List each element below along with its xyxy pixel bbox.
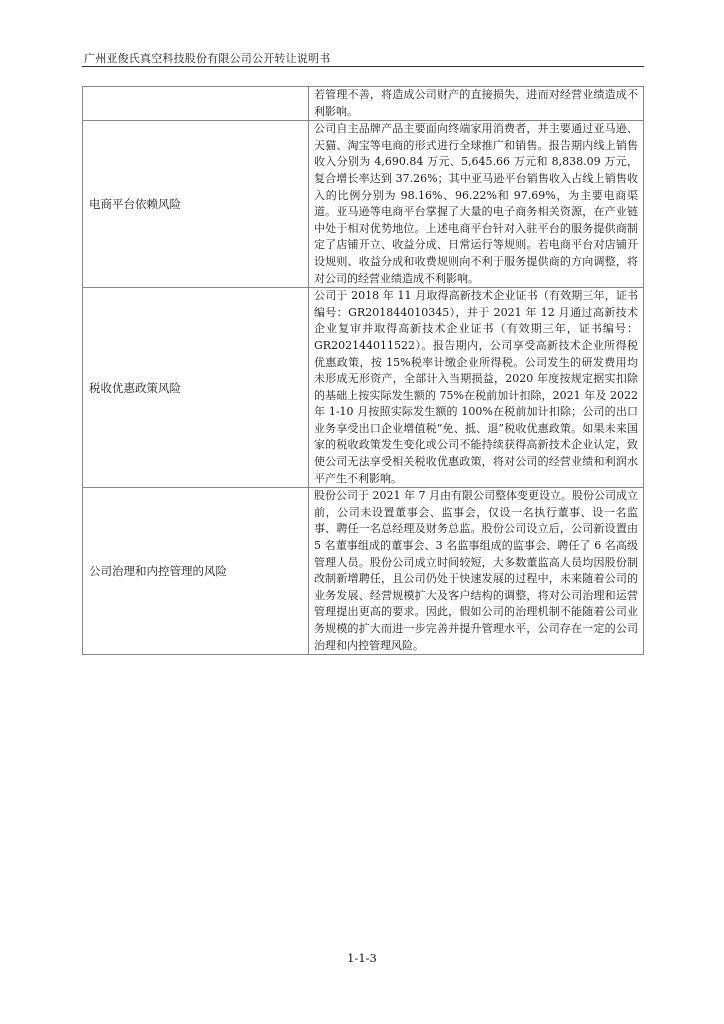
table-row [83, 87, 644, 121]
risk-description: 股份公司于 2021 年 7 月由有限公司整体变更设立。股份公司成立前，公司未设置董事会、监事会，仅设一名执行董事、设一名监事、聘任一名总经理及财务总监。股份公司设立后，公司新设置由 5 名董事组成的董事会、3 名监事组成的监事会、聘任了 6 名高级管理人员。股份公司成立时间较短，大多数董监高人员均因股份制改制新增聘任，且公司仍处于快速发展的过程中，未来随着公司的业务发展、经营规模扩大及客户结构的调整，将对公司治理和运营管理提出更高的要求。因此，假如公司的治理机制不能随着公司业务规模的扩大而进一步完善并提升管理水平，公司存在一定的公司治理和内控管理风险。 [309, 488, 644, 655]
table-row [83, 121, 644, 288]
risk-description: 公司于 2018 年 11 月取得高新技术企业证书（有效期三年，证书编号：GR201844010345），并于 2021 年 12 月通过高新技术企业复审并取得高新技术企业证书（有效期三年，证书编号：GR202144011522）。报告期内，公司享受高新技术企业所得税优惠政策，按 15%税率计缴企业所得税。公司发生的研发费用均未形成无形资产，全部计入当期损益，2020 年度按规定据实扣除的基础上按实际发生额的 75%在税前加计扣除，2021 年及 2022 年 1-10 月按照实际发生额的 100%在税前加计扣除；公司的出口业务享受出口企业增值税“免、抵、退”税收优惠政策。如果未来国家的税收政策发生变化或公司不能持续获得高新技术企业认定，致使公司无法享受相关税收优惠政策，将对公司的经营业绩和利润水平产生不利影响。 [309, 288, 644, 488]
page-number: 1-1-3 [347, 951, 377, 965]
risk-description: 公司自主品牌产品主要面向终端家用消费者，并主要通过亚马逊、天猫、淘宝等电商的形式进行全球推广和销售。报告期内线上销售收入分别为 4,690.84 万元、5,645.66 万元和 8,838.09 万元，复合增长率达到 37.26%；其中亚马逊平台销售收入占线上销售收入的比例分别为 98.16%、96.22%和 97.69%，为主要电商渠道。亚马逊等电商平台掌握了大量的电子商务相关资源，在产业链中处于相对优势地位。上述电商平台针对入驻平台的服务提供商制定了店铺开立、收益分成、日常运行等规则。若电商平台对店铺开设规则、收益分成和收费规则向不利于服务提供商的方向调整，将对公司的经营业绩造成不利影响。 [309, 121, 644, 288]
document-header: 广州亚俊氏真空科技股份有限公司公开转让说明书 [84, 52, 331, 65]
risk-description: 若管理不善，将造成公司财产的直接损失，进而对经营业绩造成不利影响。 [309, 87, 644, 121]
table-row [83, 488, 644, 655]
risk-category [83, 87, 309, 121]
risk-table [82, 86, 644, 655]
risk-category: 公司治理和内控管理的风险 [83, 488, 309, 655]
table-row [83, 288, 644, 488]
header-rule [82, 66, 644, 67]
risk-category: 电商平台依赖风险 [83, 121, 309, 288]
risk-category: 税收优惠政策风险 [83, 288, 309, 488]
